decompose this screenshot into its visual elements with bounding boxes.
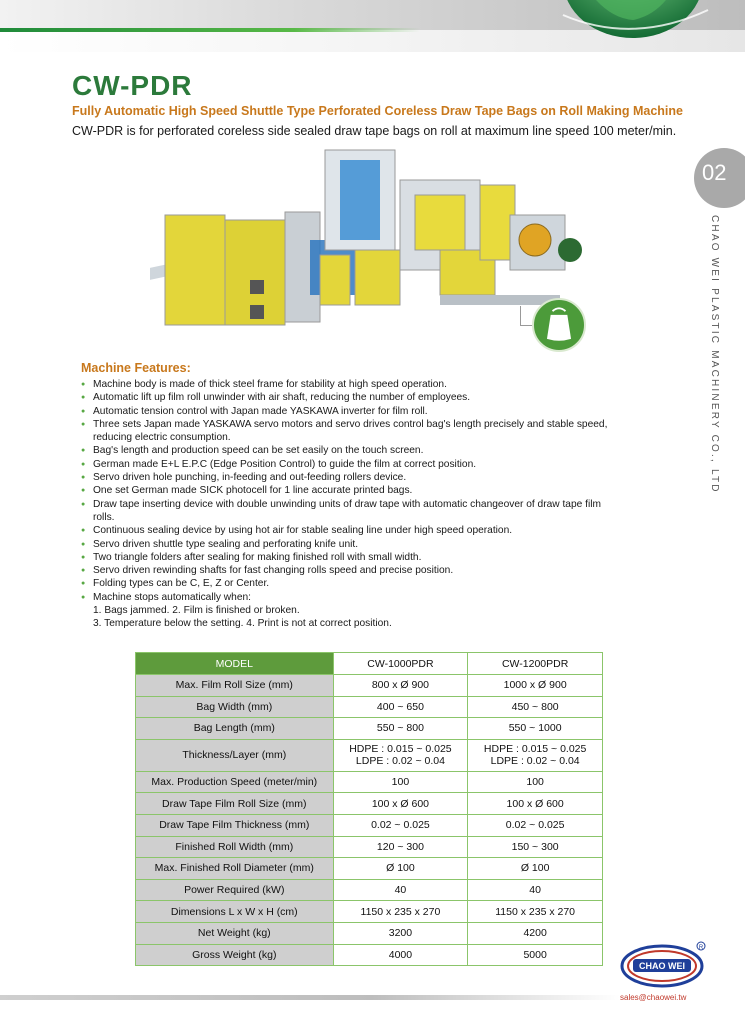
- cell-value: 100 x Ø 600: [468, 793, 603, 815]
- table-row: [136, 793, 603, 815]
- cell-value: Ø 100: [333, 858, 468, 880]
- cell-value: [333, 739, 468, 771]
- cell-value: [468, 739, 603, 771]
- draw-tape-bag-icon: [534, 300, 584, 350]
- stop-condition-line-2: 3. Temperature below the setting. 4. Print is not at correct position.: [93, 618, 392, 630]
- cell-value: 450 ~ 800: [468, 696, 603, 718]
- list-item: ● Servo driven shuttle type sealing and perforating knife unit.: [81, 538, 616, 551]
- cell-value: Ø 100: [468, 858, 603, 880]
- row-label: Thickness/Layer (mm): [136, 739, 334, 771]
- cell-value: 1150 x 235 x 270: [333, 901, 468, 923]
- table-row: [136, 718, 603, 740]
- list-item: ● Continuous sealing device by using hot air for stable sealing line under high speed operation.: [81, 524, 616, 537]
- cell-value: 100 x Ø 600: [333, 793, 468, 815]
- cell-value: 3200: [333, 922, 468, 944]
- table-row: [136, 922, 603, 944]
- cell-value: 800 x Ø 900: [333, 675, 468, 697]
- globe-icon: [548, 0, 718, 40]
- chao-wei-logo-icon: [617, 940, 707, 992]
- table-header-cell: MODEL: [136, 653, 334, 675]
- svg-text:R: R: [698, 945, 704, 951]
- table-row: [136, 675, 603, 697]
- cell-value: 1150 x 235 x 270: [468, 901, 603, 923]
- cell-value: 4000: [333, 944, 468, 966]
- row-label: Finished Roll Width (mm): [136, 836, 334, 858]
- row-label: Gross Weight (kg): [136, 944, 334, 966]
- table-row: [136, 771, 603, 793]
- list-item: ● Two triangle folders after sealing for making finished roll with small width.: [81, 551, 616, 564]
- list-item: ● Machine body is made of thick steel frame for stability at high speed operation.: [81, 378, 616, 391]
- cell-value-line: HDPE : 0.015 ~ 0.025: [483, 743, 587, 756]
- list-item: ● Machine stops automatically when:: [81, 591, 616, 604]
- cell-value: 5000: [468, 944, 603, 966]
- table-row: [136, 836, 603, 858]
- stop-condition-line-1: 1. Bags jammed. 2. Film is finished or broken.: [93, 605, 300, 617]
- row-label: Bag Length (mm): [136, 718, 334, 740]
- row-label: Max. Production Speed (meter/min): [136, 771, 334, 793]
- row-label: Bag Width (mm): [136, 696, 334, 718]
- cell-value: 100: [468, 771, 603, 793]
- cell-value: 150 ~ 300: [468, 836, 603, 858]
- cell-value: 4200: [468, 922, 603, 944]
- cell-value: 0.02 ~ 0.025: [468, 814, 603, 836]
- page-subtitle: Fully Automatic High Speed Shuttle Type Perforated Coreless Draw Tape Bags on Roll Making Machine: [72, 104, 683, 118]
- list-item: ● One set German made SICK photocell for 1 line accurate printed bags.: [81, 484, 616, 497]
- spec-table: [135, 652, 603, 966]
- table-row: [136, 901, 603, 923]
- cell-value: 400 ~ 650: [333, 696, 468, 718]
- footer-email: sales@chaowei.tw: [620, 993, 687, 1002]
- page-number: 02: [702, 160, 727, 185]
- table-header-row: [136, 653, 603, 675]
- logo-text: CHAO WEI: [639, 961, 685, 971]
- row-label: Max. Film Roll Size (mm): [136, 675, 334, 697]
- cell-value: 550 ~ 1000: [468, 718, 603, 740]
- row-label: Power Required (kW): [136, 879, 334, 901]
- page-title: CW-PDR: [72, 70, 193, 101]
- cell-value-line: LDPE : 0.02 ~ 0.04: [355, 755, 445, 768]
- row-label: Draw Tape Film Roll Size (mm): [136, 793, 334, 815]
- table-row: [136, 944, 603, 966]
- list-item: ● Three sets Japan made YASKAWA servo motors and servo drives control bag's length precisely and stable speed, reducing electric consumption.: [81, 418, 616, 445]
- cell-value: 0.02 ~ 0.025: [333, 814, 468, 836]
- table-row: [136, 879, 603, 901]
- list-item: ● German made E+L E.P.C (Edge Position Control) to guide the film at correct position.: [81, 458, 616, 471]
- list-item: ● Automatic tension control with Japan made YASKAWA inverter for film roll.: [81, 405, 616, 418]
- row-label: Net Weight (kg): [136, 922, 334, 944]
- green-stripe: [0, 28, 420, 32]
- list-item: ● Automatic lift up film roll unwinder with air shaft, reducing the number of employees.: [81, 391, 616, 404]
- table-row: [136, 814, 603, 836]
- cell-value: 40: [333, 879, 468, 901]
- row-label: Dimensions L x W x H (cm): [136, 901, 334, 923]
- cell-value: 1000 x Ø 900: [468, 675, 603, 697]
- row-label: Draw Tape Film Thickness (mm): [136, 814, 334, 836]
- cell-value: 550 ~ 800: [333, 718, 468, 740]
- list-item: ● Servo driven rewinding shafts for fast changing rolls speed and precise position.: [81, 564, 616, 577]
- features-list: [81, 378, 616, 631]
- cell-value-line: HDPE : 0.015 ~ 0.025: [349, 743, 452, 756]
- cell-value-line: LDPE : 0.02 ~ 0.04: [490, 755, 580, 768]
- page-description: CW-PDR is for perforated coreless side sealed draw tape bags on roll at maximum line speed 100 meter/min.: [72, 124, 677, 138]
- cell-value: 100: [333, 771, 468, 793]
- cell-value: 40: [468, 879, 603, 901]
- table-row: [136, 858, 603, 880]
- bag-badge: [532, 298, 586, 352]
- list-item: ● Draw tape inserting device with double unwinding units of draw tape with automatic changeover of draw tape film rolls.: [81, 498, 616, 525]
- features-heading: Machine Features:: [81, 361, 191, 375]
- footer-bar: [0, 995, 620, 1000]
- company-side-text: CHAO WEI PLASTIC MACHINERY CO., LTD: [709, 215, 720, 494]
- list-item: ● Servo driven hole punching, in-feeding and out-feeding rollers device.: [81, 471, 616, 484]
- list-item: ● Folding types can be C, E, Z or Center.: [81, 577, 616, 590]
- table-row: [136, 739, 603, 771]
- cell-value: 120 ~ 300: [333, 836, 468, 858]
- row-label: Max. Finished Roll Diameter (mm): [136, 858, 334, 880]
- table-row: [136, 696, 603, 718]
- table-header-cell: CW-1000PDR: [333, 653, 468, 675]
- table-header-cell: CW-1200PDR: [468, 653, 603, 675]
- list-item: ● Bag's length and production speed can be set easily on the touch screen.: [81, 444, 616, 457]
